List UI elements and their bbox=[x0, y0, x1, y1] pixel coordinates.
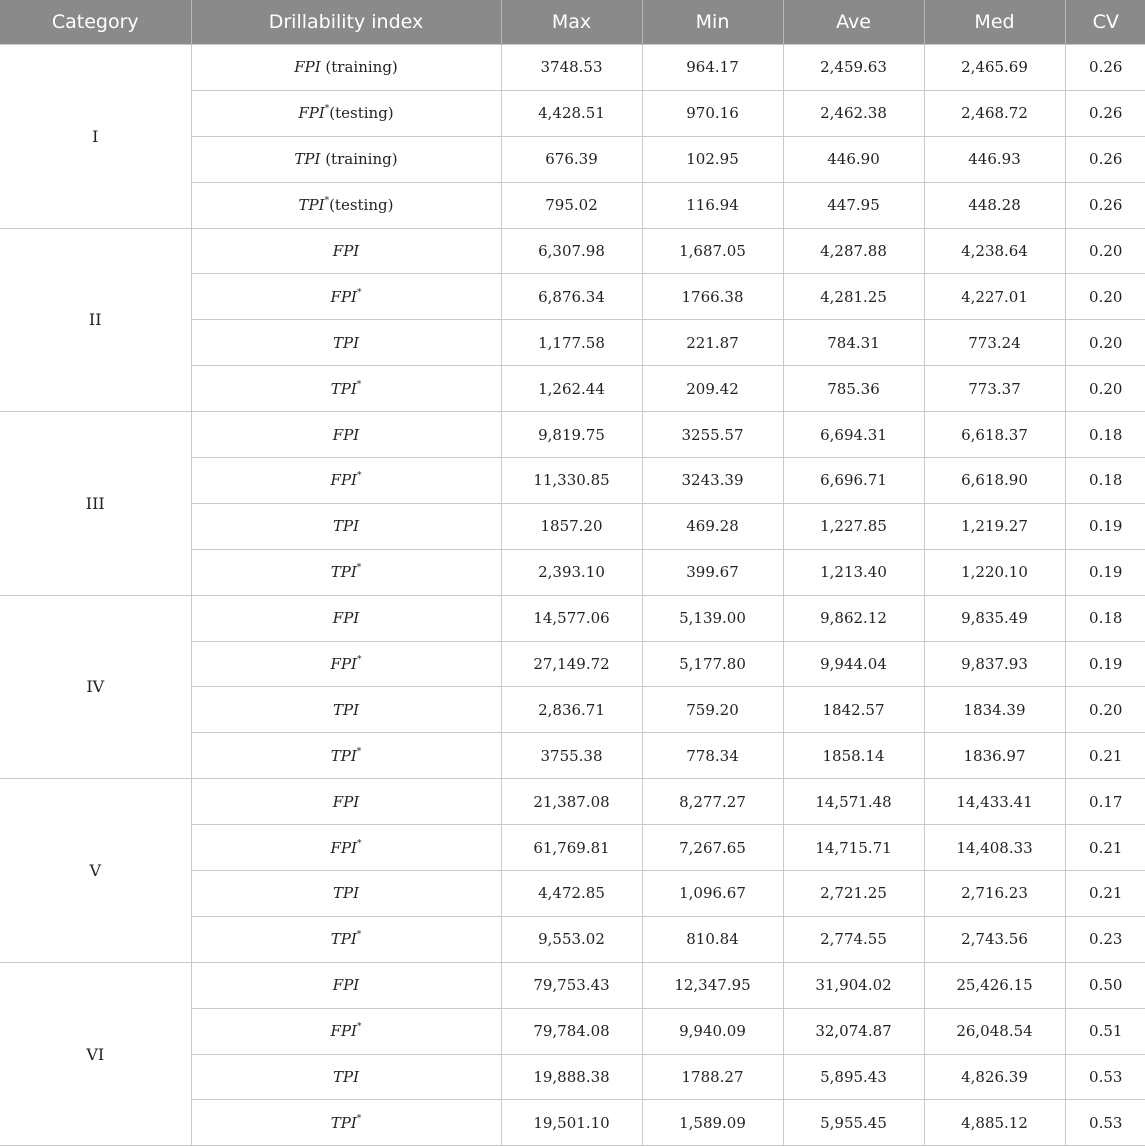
table-row bbox=[0, 45, 1145, 91]
med-cell: 4,238.64 bbox=[924, 228, 1065, 274]
min-cell: 221.87 bbox=[642, 320, 783, 366]
ave-cell: 784.31 bbox=[783, 320, 924, 366]
med-cell: 1,220.10 bbox=[924, 549, 1065, 595]
index-name: TPI bbox=[330, 930, 357, 949]
cv-cell: 0.19 bbox=[1065, 641, 1145, 687]
min-cell: 7,267.65 bbox=[642, 825, 783, 871]
med-cell: 14,433.41 bbox=[924, 779, 1065, 825]
drillability-index-cell bbox=[191, 90, 501, 136]
index-star: * bbox=[356, 746, 362, 757]
ave-cell: 1,227.85 bbox=[783, 503, 924, 549]
ave-cell: 6,694.31 bbox=[783, 412, 924, 458]
cv-cell: 0.53 bbox=[1065, 1054, 1145, 1100]
index-star: * bbox=[356, 379, 362, 390]
min-cell: 1766.38 bbox=[642, 274, 783, 320]
header-drillability-index: Drillability index bbox=[191, 0, 501, 45]
index-star: * bbox=[356, 471, 362, 482]
min-cell: 1788.27 bbox=[642, 1054, 783, 1100]
header-min: Min bbox=[642, 0, 783, 45]
ave-cell: 2,459.63 bbox=[783, 45, 924, 91]
table-row bbox=[0, 595, 1145, 641]
med-cell: 4,826.39 bbox=[924, 1054, 1065, 1100]
index-name: TPI bbox=[332, 517, 360, 536]
drillability-index-cell bbox=[191, 503, 501, 549]
index-name: FPI bbox=[332, 792, 360, 811]
ave-cell: 4,287.88 bbox=[783, 228, 924, 274]
max-cell: 27,149.72 bbox=[501, 641, 642, 687]
ave-cell: 5,955.45 bbox=[783, 1100, 924, 1146]
ave-cell: 1842.57 bbox=[783, 687, 924, 733]
max-cell: 21,387.08 bbox=[501, 779, 642, 825]
med-cell: 25,426.15 bbox=[924, 962, 1065, 1008]
min-cell: 810.84 bbox=[642, 916, 783, 962]
med-cell: 9,835.49 bbox=[924, 595, 1065, 641]
ave-cell: 447.95 bbox=[783, 182, 924, 228]
index-star: * bbox=[356, 1113, 362, 1124]
med-cell: 6,618.90 bbox=[924, 458, 1065, 504]
ave-cell: 446.90 bbox=[783, 136, 924, 182]
med-cell: 773.24 bbox=[924, 320, 1065, 366]
min-cell: 8,277.27 bbox=[642, 779, 783, 825]
index-name: FPI bbox=[330, 471, 357, 490]
med-cell: 26,048.54 bbox=[924, 1008, 1065, 1054]
ave-cell: 2,721.25 bbox=[783, 871, 924, 917]
med-cell: 2,465.69 bbox=[924, 45, 1065, 91]
header-row bbox=[0, 0, 1145, 45]
drillability-index-cell bbox=[191, 228, 501, 274]
cv-cell: 0.21 bbox=[1065, 733, 1145, 779]
ave-cell: 2,774.55 bbox=[783, 916, 924, 962]
max-cell: 1857.20 bbox=[501, 503, 642, 549]
index-star: * bbox=[356, 287, 362, 298]
cv-cell: 0.26 bbox=[1065, 45, 1145, 91]
cv-cell: 0.51 bbox=[1065, 1008, 1145, 1054]
ave-cell: 1,213.40 bbox=[783, 549, 924, 595]
max-cell: 9,553.02 bbox=[501, 916, 642, 962]
table-row bbox=[0, 228, 1145, 274]
index-star: * bbox=[356, 655, 362, 666]
min-cell: 970.16 bbox=[642, 90, 783, 136]
cv-cell: 0.18 bbox=[1065, 458, 1145, 504]
med-cell: 1,219.27 bbox=[924, 503, 1065, 549]
max-cell: 1,177.58 bbox=[501, 320, 642, 366]
index-name: FPI bbox=[332, 976, 360, 995]
max-cell: 1,262.44 bbox=[501, 366, 642, 412]
med-cell: 773.37 bbox=[924, 366, 1065, 412]
drillability-index-cell bbox=[191, 779, 501, 825]
header-cv: CV bbox=[1065, 0, 1145, 45]
max-cell: 3748.53 bbox=[501, 45, 642, 91]
min-cell: 778.34 bbox=[642, 733, 783, 779]
min-cell: 1,589.09 bbox=[642, 1100, 783, 1146]
index-star: * bbox=[356, 1022, 362, 1033]
ave-cell: 32,074.87 bbox=[783, 1008, 924, 1054]
index-name: FPI bbox=[332, 242, 360, 260]
header-med: Med bbox=[924, 0, 1065, 45]
cv-cell: 0.53 bbox=[1065, 1100, 1145, 1146]
max-cell: 61,769.81 bbox=[501, 825, 642, 871]
drillability-index-cell bbox=[191, 641, 501, 687]
max-cell: 9,819.75 bbox=[501, 412, 642, 458]
drillability-index-cell bbox=[191, 182, 501, 228]
max-cell: 11,330.85 bbox=[501, 458, 642, 504]
min-cell: 116.94 bbox=[642, 182, 783, 228]
index-star: * bbox=[356, 930, 362, 941]
index-name: TPI bbox=[330, 379, 357, 398]
max-cell: 6,307.98 bbox=[501, 228, 642, 274]
index-name: TPI bbox=[332, 884, 360, 903]
min-cell: 5,177.80 bbox=[642, 641, 783, 687]
cv-cell: 0.20 bbox=[1065, 228, 1145, 274]
max-cell: 19,888.38 bbox=[501, 1054, 642, 1100]
index-name: TPI bbox=[332, 700, 360, 719]
ave-cell: 4,281.25 bbox=[783, 274, 924, 320]
med-cell: 6,618.37 bbox=[924, 412, 1065, 458]
index-name: TPI bbox=[332, 333, 360, 352]
cv-cell: 0.20 bbox=[1065, 320, 1145, 366]
index-name: FPI bbox=[332, 609, 360, 628]
drillability-index-cell bbox=[191, 962, 501, 1008]
med-cell: 1836.97 bbox=[924, 733, 1065, 779]
min-cell: 399.67 bbox=[642, 549, 783, 595]
drillability-index-cell bbox=[191, 1100, 501, 1146]
max-cell: 79,784.08 bbox=[501, 1008, 642, 1054]
min-cell: 469.28 bbox=[642, 503, 783, 549]
drillability-index-cell bbox=[191, 366, 501, 412]
index-name: FPI bbox=[330, 1022, 357, 1041]
header-category: Category bbox=[0, 0, 191, 45]
table-row bbox=[0, 779, 1145, 825]
med-cell: 9,837.93 bbox=[924, 641, 1065, 687]
ave-cell: 9,862.12 bbox=[783, 595, 924, 641]
index-name: TPI bbox=[330, 1113, 357, 1132]
ave-cell: 785.36 bbox=[783, 366, 924, 412]
med-cell: 2,468.72 bbox=[924, 90, 1065, 136]
ave-cell: 6,696.71 bbox=[783, 458, 924, 504]
drillability-index-cell bbox=[191, 412, 501, 458]
cv-cell: 0.20 bbox=[1065, 274, 1145, 320]
med-cell: 4,885.12 bbox=[924, 1100, 1065, 1146]
index-name: FPI bbox=[330, 838, 357, 857]
max-cell: 795.02 bbox=[501, 182, 642, 228]
cv-cell: 0.19 bbox=[1065, 503, 1145, 549]
index-name: FPI bbox=[294, 58, 321, 77]
min-cell: 5,139.00 bbox=[642, 595, 783, 641]
ave-cell: 14,571.48 bbox=[783, 779, 924, 825]
min-cell: 12,347.95 bbox=[642, 962, 783, 1008]
med-cell: 448.28 bbox=[924, 182, 1065, 228]
index-suffix: (testing) bbox=[329, 104, 394, 123]
ave-cell: 14,715.71 bbox=[783, 825, 924, 871]
max-cell: 6,876.34 bbox=[501, 274, 642, 320]
index-name: FPI bbox=[298, 104, 325, 123]
min-cell: 209.42 bbox=[642, 366, 783, 412]
drillability-index-cell bbox=[191, 825, 501, 871]
cv-cell: 0.17 bbox=[1065, 779, 1145, 825]
category-cell: III bbox=[0, 412, 191, 596]
max-cell: 14,577.06 bbox=[501, 595, 642, 641]
index-star: * bbox=[356, 563, 362, 574]
drillability-index-cell bbox=[191, 549, 501, 595]
category-cell: II bbox=[0, 228, 191, 412]
table-body bbox=[0, 45, 1145, 1146]
min-cell: 1,687.05 bbox=[642, 228, 783, 274]
index-star: * bbox=[324, 104, 330, 115]
index-star: * bbox=[324, 196, 330, 207]
max-cell: 4,428.51 bbox=[501, 90, 642, 136]
category-cell: VI bbox=[0, 962, 191, 1146]
min-cell: 102.95 bbox=[642, 136, 783, 182]
drillability-index-cell bbox=[191, 45, 501, 91]
min-cell: 3243.39 bbox=[642, 458, 783, 504]
cv-cell: 0.20 bbox=[1065, 366, 1145, 412]
index-name: TPI bbox=[330, 563, 357, 582]
drillability-index-cell bbox=[191, 1054, 501, 1100]
drillability-index-cell bbox=[191, 1008, 501, 1054]
table-header bbox=[0, 0, 1145, 45]
index-name: FPI bbox=[330, 655, 357, 674]
cv-cell: 0.26 bbox=[1065, 136, 1145, 182]
med-cell: 14,408.33 bbox=[924, 825, 1065, 871]
drillability-index-cell bbox=[191, 871, 501, 917]
drillability-index-cell bbox=[191, 916, 501, 962]
drillability-index-cell bbox=[191, 687, 501, 733]
cv-cell: 0.26 bbox=[1065, 182, 1145, 228]
med-cell: 1834.39 bbox=[924, 687, 1065, 733]
max-cell: 19,501.10 bbox=[501, 1100, 642, 1146]
cv-cell: 0.21 bbox=[1065, 825, 1145, 871]
index-name: TPI bbox=[332, 1068, 360, 1087]
ave-cell: 5,895.43 bbox=[783, 1054, 924, 1100]
index-name: TPI bbox=[294, 150, 321, 169]
cv-cell: 0.21 bbox=[1065, 871, 1145, 917]
min-cell: 964.17 bbox=[642, 45, 783, 91]
index-name: TPI bbox=[298, 196, 325, 215]
drillability-index-cell bbox=[191, 595, 501, 641]
cv-cell: 0.18 bbox=[1065, 412, 1145, 458]
ave-cell: 9,944.04 bbox=[783, 641, 924, 687]
cv-cell: 0.18 bbox=[1065, 595, 1145, 641]
min-cell: 9,940.09 bbox=[642, 1008, 783, 1054]
index-name: FPI bbox=[330, 287, 357, 306]
drillability-index-cell bbox=[191, 458, 501, 504]
max-cell: 4,472.85 bbox=[501, 871, 642, 917]
max-cell: 79,753.43 bbox=[501, 962, 642, 1008]
cv-cell: 0.50 bbox=[1065, 962, 1145, 1008]
table-row bbox=[0, 962, 1145, 1008]
table-row bbox=[0, 412, 1145, 458]
header-max: Max bbox=[501, 0, 642, 45]
drillability-index-cell bbox=[191, 733, 501, 779]
med-cell: 2,716.23 bbox=[924, 871, 1065, 917]
index-name: FPI bbox=[332, 425, 360, 444]
drillability-index-cell bbox=[191, 274, 501, 320]
max-cell: 3755.38 bbox=[501, 733, 642, 779]
cv-cell: 0.19 bbox=[1065, 549, 1145, 595]
med-cell: 2,743.56 bbox=[924, 916, 1065, 962]
ave-cell: 31,904.02 bbox=[783, 962, 924, 1008]
min-cell: 3255.57 bbox=[642, 412, 783, 458]
cv-cell: 0.20 bbox=[1065, 687, 1145, 733]
max-cell: 2,836.71 bbox=[501, 687, 642, 733]
med-cell: 4,227.01 bbox=[924, 274, 1065, 320]
index-name: TPI bbox=[330, 746, 357, 765]
cv-cell: 0.23 bbox=[1065, 916, 1145, 962]
med-cell: 446.93 bbox=[924, 136, 1065, 182]
max-cell: 676.39 bbox=[501, 136, 642, 182]
min-cell: 759.20 bbox=[642, 687, 783, 733]
index-suffix: (training) bbox=[320, 150, 398, 169]
drillability-index-cell bbox=[191, 320, 501, 366]
category-cell: V bbox=[0, 779, 191, 963]
category-cell: IV bbox=[0, 595, 191, 779]
index-suffix: (testing) bbox=[329, 196, 394, 215]
header-ave: Ave bbox=[783, 0, 924, 45]
cv-cell: 0.26 bbox=[1065, 90, 1145, 136]
index-star: * bbox=[356, 838, 362, 849]
ave-cell: 2,462.38 bbox=[783, 90, 924, 136]
min-cell: 1,096.67 bbox=[642, 871, 783, 917]
category-cell: I bbox=[0, 45, 191, 229]
max-cell: 2,393.10 bbox=[501, 549, 642, 595]
index-suffix: (training) bbox=[320, 58, 398, 77]
ave-cell: 1858.14 bbox=[783, 733, 924, 779]
drillability-index-cell bbox=[191, 136, 501, 182]
